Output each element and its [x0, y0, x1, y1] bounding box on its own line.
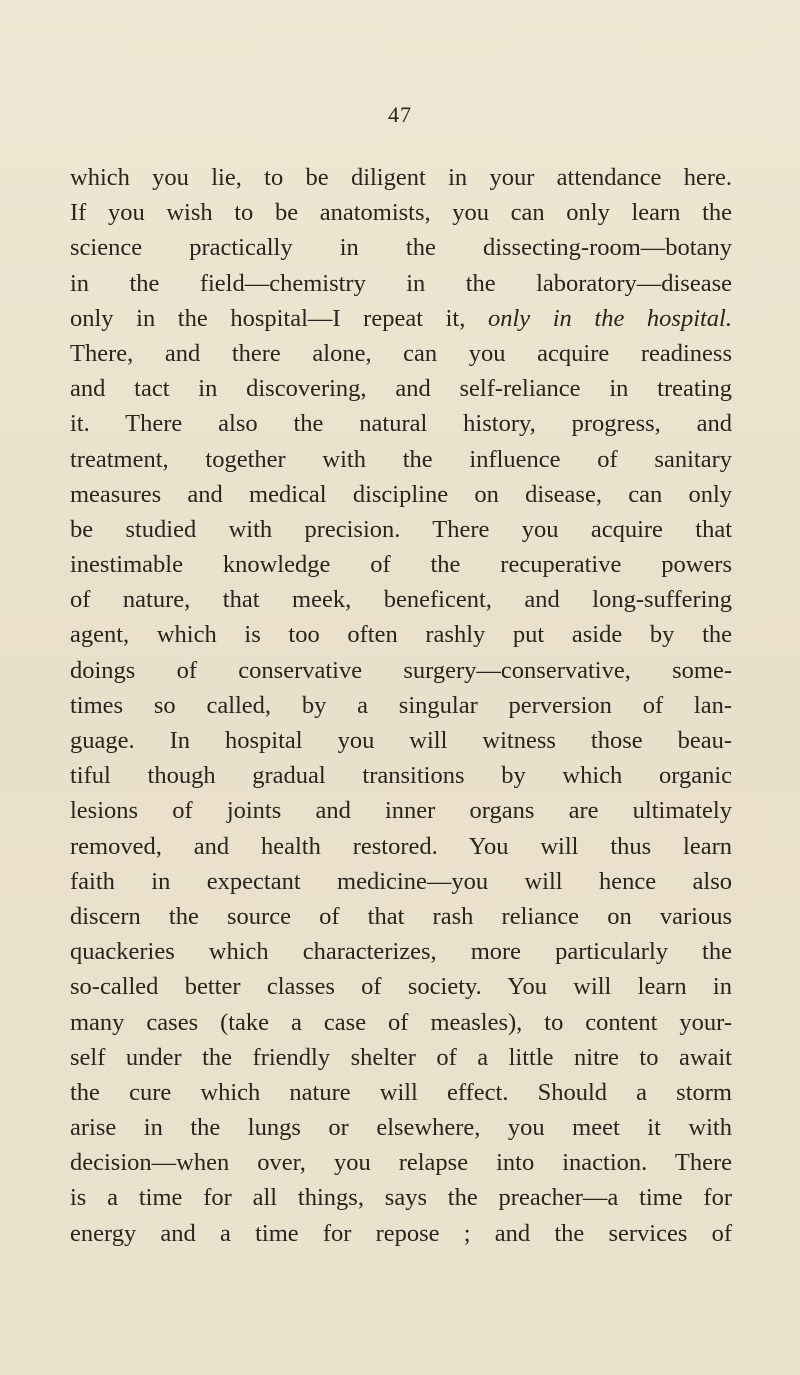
text-line: tiful though gradual transitions by which organic [70, 762, 732, 790]
text-line: the cure which nature will effect. Should a storm [70, 1078, 732, 1106]
text-line: of nature, that meek, beneficent, and long-suffering [70, 586, 732, 614]
body-text [70, 160, 732, 1251]
text-line: in the field—chemistry in the laboratory—disease [70, 269, 732, 297]
text-line: decision—when over, you relapse into inaction. There [70, 1149, 732, 1177]
text-line: lesions of joints and inner organs are ultimately [70, 797, 732, 825]
text-line: treatment, together with the influence of sanitary [70, 445, 732, 473]
text-line: be studied with precision. There you acquire that [70, 515, 732, 543]
text-line: which you lie, to be diligent in your attendance here. [70, 164, 732, 191]
text-line: doings of conservative surgery—conservative, some- [70, 656, 732, 684]
text-line: and tact in discovering, and self-reliance in treating [70, 375, 732, 403]
text-line: times so called, by a singular perversion of lan- [70, 691, 732, 719]
text-line: guage. In hospital you will witness those beau- [70, 727, 732, 754]
text-segment: only in the hospital—I repeat it, [70, 304, 488, 332]
text-line: agent, which is too often rashly put aside by the [70, 621, 732, 649]
text-line: discern the source of that rash reliance on various [70, 902, 732, 930]
text-line: measures and medical discipline on disease, can only [70, 480, 732, 508]
text-line: energy and a time for repose ; and the services of [70, 1219, 732, 1247]
text-line: so-called better classes of society. You will learn in [70, 973, 732, 1001]
text-line: arise in the lungs or elsewhere, you meet it with [70, 1114, 732, 1142]
page-number: 47 [388, 102, 412, 127]
text-line: faith in expectant medicine—you will hence also [70, 867, 732, 895]
text-line: quackeries which characterizes, more particularly the [70, 938, 732, 966]
text-line: self under the friendly shelter of a little nitre to await [70, 1043, 732, 1071]
text-line: science practically in the dissecting-room—botany [70, 234, 732, 262]
text-line [70, 301, 732, 336]
text-line: is a time for all things, says the preacher—a time for [70, 1184, 732, 1212]
text-line: inestimable knowledge of the recuperative powers [70, 551, 732, 579]
text-line: If you wish to be anatomists, you can only learn the [70, 199, 732, 227]
text-line: removed, and health restored. You will thus learn [70, 832, 732, 860]
text-line: There, and there alone, can you acquire readiness [70, 339, 732, 367]
italic-emphasis: only in the hospital. [487, 304, 732, 332]
text-line: it. There also the natural history, progress, and [70, 410, 732, 438]
text-line: many cases (take a case of measles), to content your- [70, 1008, 732, 1036]
